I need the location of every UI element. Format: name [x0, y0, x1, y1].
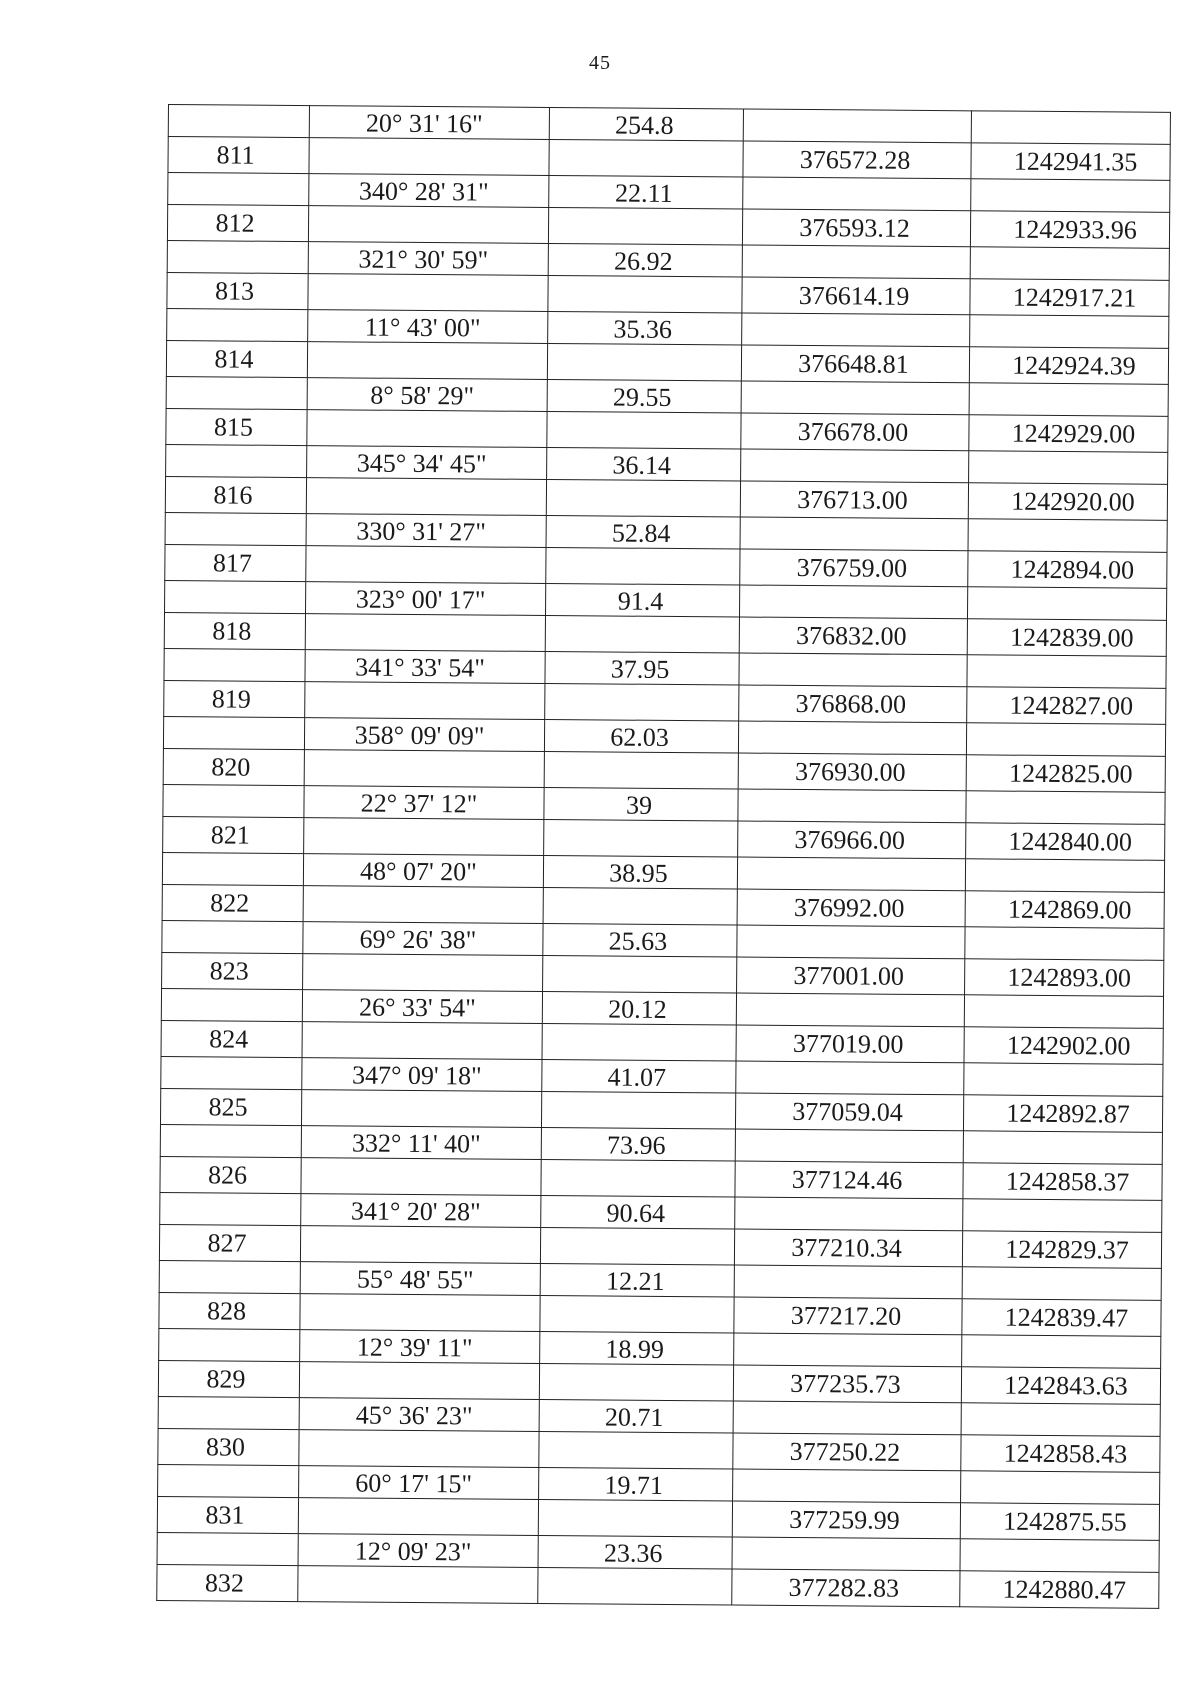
easting-cell [964, 995, 1163, 1029]
bearing-cell: 358° 09' 09" [304, 718, 544, 752]
easting-cell: 1242858.37 [963, 1163, 1162, 1201]
northing-cell: 376930.00 [738, 753, 966, 791]
northing-cell: 377124.46 [735, 1161, 963, 1199]
easting-cell: 1242843.63 [961, 1367, 1160, 1405]
station-cell: 812 [167, 205, 308, 242]
station-cell [167, 308, 308, 341]
easting-cell: 1242858.43 [961, 1435, 1160, 1473]
bearing-cell: 45° 36' 23" [299, 1398, 539, 1432]
distance-cell: 73.96 [541, 1127, 735, 1161]
easting-cell [961, 1471, 1160, 1505]
distance-cell: 39 [544, 787, 738, 821]
northing-cell [733, 1469, 961, 1503]
easting-cell [969, 451, 1168, 485]
station-cell: 821 [163, 816, 304, 853]
easting-cell [969, 383, 1168, 417]
station-cell: 831 [157, 1496, 298, 1533]
station-cell [164, 648, 305, 681]
bearing-cell [307, 410, 547, 448]
northing-cell: 377059.04 [735, 1093, 963, 1131]
station-cell [167, 240, 308, 273]
easting-cell [966, 791, 1165, 825]
bearing-cell: 323° 00' 17" [306, 582, 546, 616]
station-cell: 818 [164, 612, 305, 649]
station-cell: 820 [163, 748, 304, 785]
station-cell [158, 1396, 299, 1429]
easting-cell: 1242829.37 [962, 1231, 1161, 1269]
bearing-cell [300, 1294, 540, 1332]
bearing-cell [299, 1362, 539, 1400]
distance-cell: 20.71 [539, 1399, 733, 1433]
station-cell [160, 1192, 301, 1225]
station-cell [166, 444, 307, 477]
bearing-cell: 69° 26' 38" [303, 922, 543, 956]
easting-cell: 1242825.00 [966, 755, 1165, 793]
distance-cell [547, 343, 741, 381]
station-cell [158, 1464, 299, 1497]
northing-cell: 376832.00 [739, 617, 967, 655]
northing-cell [738, 789, 966, 823]
bearing-cell [300, 1226, 540, 1264]
traverse-table-body [157, 105, 1171, 1609]
northing-cell: 376992.00 [737, 889, 965, 927]
northing-cell: 377282.83 [732, 1569, 960, 1607]
station-cell [168, 105, 309, 138]
bearing-cell [306, 478, 546, 516]
northing-cell: 376614.19 [742, 277, 970, 315]
bearing-cell [298, 1498, 538, 1536]
easting-cell: 1242941.35 [971, 143, 1170, 181]
northing-cell [737, 925, 965, 959]
bearing-cell [308, 274, 548, 312]
distance-cell: 12.21 [540, 1263, 734, 1297]
distance-cell: 37.95 [545, 651, 739, 685]
northing-cell [741, 381, 969, 415]
distance-cell [538, 1499, 732, 1537]
northing-cell: 376572.28 [743, 141, 971, 179]
easting-cell: 1242875.55 [960, 1503, 1159, 1541]
bearing-cell: 330° 31' 27" [306, 514, 546, 548]
easting-cell [966, 723, 1165, 757]
bearing-cell: 11° 43' 00" [308, 310, 548, 344]
northing-cell [734, 1265, 962, 1299]
easting-cell: 1242894.00 [968, 551, 1167, 589]
station-cell [162, 852, 303, 885]
easting-cell: 1242869.00 [965, 891, 1164, 929]
northing-cell [735, 1129, 963, 1163]
northing-cell [737, 857, 965, 891]
northing-cell: 377210.34 [734, 1229, 962, 1267]
easting-cell [968, 519, 1167, 553]
northing-cell: 377001.00 [737, 957, 965, 995]
distance-cell: 91.4 [545, 583, 739, 617]
northing-cell [735, 1197, 963, 1231]
bearing-cell [305, 682, 545, 720]
station-cell: 827 [159, 1224, 300, 1261]
easting-cell [970, 315, 1169, 349]
distance-cell: 25.63 [543, 923, 737, 957]
northing-cell: 377217.20 [734, 1297, 962, 1335]
easting-cell [967, 655, 1166, 689]
distance-cell [547, 411, 741, 449]
station-cell: 815 [166, 408, 307, 445]
easting-cell: 1242839.00 [967, 619, 1166, 657]
distance-cell: 19.71 [539, 1467, 733, 1501]
northing-cell [740, 517, 968, 551]
bearing-cell [304, 750, 544, 788]
station-cell: 830 [158, 1428, 299, 1465]
distance-cell [546, 479, 740, 517]
distance-cell [538, 1567, 732, 1605]
distance-cell [542, 1023, 736, 1061]
easting-cell: 1242933.96 [970, 211, 1169, 249]
bearing-cell [303, 886, 543, 924]
station-cell: 817 [165, 544, 306, 581]
easting-cell [970, 247, 1169, 281]
station-cell [163, 716, 304, 749]
distance-cell [541, 1159, 735, 1197]
distance-cell [539, 1431, 733, 1469]
northing-cell [743, 109, 971, 143]
bearing-cell [308, 206, 548, 244]
bearing-cell [307, 342, 547, 380]
bearing-cell [305, 614, 545, 652]
bearing-cell [301, 1158, 541, 1196]
bearing-cell [306, 546, 546, 584]
distance-cell: 22.11 [549, 175, 743, 209]
northing-cell [738, 721, 966, 755]
bearing-cell [303, 954, 543, 992]
bearing-cell: 345° 34' 45" [307, 446, 547, 480]
distance-cell: 36.14 [547, 447, 741, 481]
distance-cell: 62.03 [544, 719, 738, 753]
easting-cell: 1242839.47 [962, 1299, 1161, 1337]
northing-cell: 376713.00 [740, 481, 968, 519]
distance-cell: 35.36 [548, 311, 742, 345]
northing-cell: 377259.99 [732, 1501, 960, 1539]
distance-cell [548, 207, 742, 245]
bearing-cell [301, 1090, 541, 1128]
bearing-cell: 332° 11' 40" [301, 1126, 541, 1160]
bearing-cell: 341° 20' 28" [301, 1194, 541, 1228]
distance-cell: 23.36 [538, 1535, 732, 1569]
bearing-cell [302, 1022, 542, 1060]
distance-cell [545, 615, 739, 653]
distance-cell [540, 1227, 734, 1265]
station-cell: 823 [162, 952, 303, 989]
bearing-cell: 60° 17' 15" [299, 1466, 539, 1500]
station-cell [165, 580, 306, 613]
station-cell: 829 [158, 1360, 299, 1397]
distance-cell [548, 275, 742, 313]
distance-cell [539, 1363, 733, 1401]
northing-cell [742, 245, 970, 279]
station-cell [157, 1532, 298, 1565]
northing-cell [739, 653, 967, 687]
easting-cell: 1242902.00 [964, 1027, 1163, 1065]
station-cell: 813 [167, 272, 308, 309]
easting-cell [965, 927, 1164, 961]
station-cell: 824 [161, 1020, 302, 1057]
station-cell [166, 376, 307, 409]
station-cell: 819 [164, 680, 305, 717]
northing-cell [741, 449, 969, 483]
distance-cell: 38.95 [543, 855, 737, 889]
distance-cell: 20.12 [542, 991, 736, 1025]
page-number: 45 [589, 52, 611, 74]
distance-cell: 29.55 [547, 379, 741, 413]
easting-cell: 1242920.00 [968, 483, 1167, 521]
bearing-cell: 321° 30' 59" [308, 242, 548, 276]
easting-cell [964, 1063, 1163, 1097]
station-cell: 811 [168, 137, 309, 174]
northing-cell: 376759.00 [740, 549, 968, 587]
northing-cell: 376678.00 [741, 413, 969, 451]
bearing-cell [304, 818, 544, 856]
northing-cell: 377250.22 [733, 1433, 961, 1471]
easting-cell: 1242924.39 [969, 347, 1168, 385]
northing-cell: 377019.00 [736, 1025, 964, 1063]
northing-cell [742, 313, 970, 347]
distance-cell: 26.92 [548, 243, 742, 277]
easting-cell [963, 1131, 1162, 1165]
easting-cell: 1242917.21 [970, 279, 1169, 317]
station-cell: 816 [165, 476, 306, 513]
bearing-cell: 340° 28' 31" [309, 174, 549, 208]
northing-cell [734, 1333, 962, 1367]
station-cell [162, 920, 303, 953]
easting-cell [960, 1539, 1159, 1573]
distance-cell [543, 955, 737, 993]
easting-cell: 1242929.00 [969, 415, 1168, 453]
station-cell [168, 173, 309, 206]
station-row [157, 1564, 1159, 1608]
station-cell: 822 [162, 884, 303, 921]
easting-cell [962, 1267, 1161, 1301]
easting-cell: 1242827.00 [967, 687, 1166, 725]
station-cell [165, 512, 306, 545]
northing-cell: 376966.00 [738, 821, 966, 859]
easting-cell [965, 859, 1164, 893]
distance-cell [544, 751, 738, 789]
easting-cell [962, 1335, 1161, 1369]
northing-cell [739, 585, 967, 619]
bearing-cell: 48° 07' 20" [303, 854, 543, 888]
bearing-cell: 20° 31' 16" [309, 106, 549, 140]
station-cell [163, 784, 304, 817]
distance-cell [544, 819, 738, 857]
station-cell [159, 1260, 300, 1293]
station-cell [161, 1056, 302, 1089]
distance-cell: 18.99 [540, 1331, 734, 1365]
distance-cell: 41.07 [542, 1059, 736, 1093]
traverse-table [156, 104, 1171, 1609]
easting-cell [963, 1199, 1162, 1233]
easting-cell [967, 587, 1166, 621]
easting-cell [971, 111, 1170, 145]
easting-cell [961, 1403, 1160, 1437]
northing-cell [743, 177, 971, 211]
distance-cell [546, 547, 740, 585]
bearing-cell: 12° 09' 23" [298, 1534, 538, 1568]
bearing-cell: 12° 39' 11" [300, 1330, 540, 1364]
easting-cell: 1242880.47 [960, 1571, 1159, 1609]
easting-cell: 1242893.00 [965, 959, 1164, 997]
bearing-cell [298, 1566, 538, 1604]
station-cell: 832 [157, 1564, 298, 1601]
bearing-cell [299, 1430, 539, 1468]
northing-cell: 376593.12 [742, 209, 970, 247]
bearing-cell: 22° 37' 12" [304, 786, 544, 820]
easting-cell: 1242892.87 [963, 1095, 1162, 1133]
station-cell [160, 1124, 301, 1157]
northing-cell [736, 993, 964, 1027]
distance-cell: 254.8 [549, 107, 743, 141]
distance-cell [541, 1091, 735, 1129]
station-cell: 825 [160, 1088, 301, 1125]
easting-cell: 1242840.00 [966, 823, 1165, 861]
northing-cell [736, 1061, 964, 1095]
bearing-cell [309, 138, 549, 176]
bearing-cell: 341° 33' 54" [305, 650, 545, 684]
bearing-cell: 8° 58' 29" [307, 378, 547, 412]
station-cell: 826 [160, 1156, 301, 1193]
distance-cell [543, 887, 737, 925]
station-cell: 814 [166, 340, 307, 377]
station-cell: 828 [159, 1292, 300, 1329]
distance-cell [545, 683, 739, 721]
distance-cell: 52.84 [546, 515, 740, 549]
distance-cell: 90.64 [541, 1195, 735, 1229]
northing-cell: 376648.81 [741, 345, 969, 383]
bearing-cell: 55° 48' 55" [300, 1262, 540, 1296]
distance-cell [549, 139, 743, 177]
northing-cell: 377235.73 [733, 1365, 961, 1403]
station-cell [159, 1328, 300, 1361]
bearing-cell: 26° 33' 54" [302, 990, 542, 1024]
distance-cell [540, 1295, 734, 1333]
station-cell [161, 988, 302, 1021]
northing-cell: 376868.00 [739, 685, 967, 723]
northing-cell [732, 1537, 960, 1571]
bearing-cell: 347° 09' 18" [302, 1058, 542, 1092]
easting-cell [971, 179, 1170, 213]
northing-cell [733, 1401, 961, 1435]
